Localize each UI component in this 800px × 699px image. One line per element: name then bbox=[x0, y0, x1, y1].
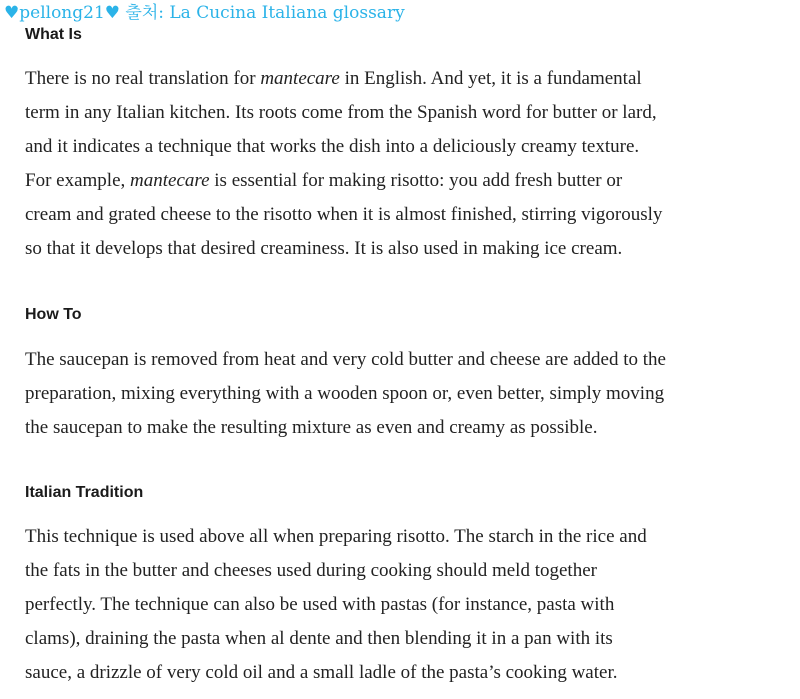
paragraph-line: the fats in the butter and cheeses used during cooking should meld together bbox=[25, 560, 597, 581]
watermark-author: pellong21 bbox=[19, 3, 105, 23]
heart-icon: ♥ bbox=[4, 3, 20, 23]
paragraph-line: cream and grated cheese to the risotto when it is almost finished, stirring vigorously bbox=[25, 204, 663, 225]
paragraph-what-is bbox=[25, 62, 785, 266]
section-heading-what-is: What Is bbox=[25, 26, 82, 43]
paragraph-line: sauce, a drizzle of very cold oil and a small ladle of the pasta’s cooking water. bbox=[25, 662, 618, 683]
paragraph-line: clams), draining the pasta when al dente and then blending it in a pan with its bbox=[25, 628, 613, 649]
paragraph-line: The saucepan is removed from heat and very cold butter and cheese are added to the bbox=[25, 349, 666, 370]
text-run: For example, bbox=[25, 170, 131, 191]
heart-icon: ♥ bbox=[104, 3, 121, 23]
paragraph-line: This technique is used above all when preparing risotto. The starch in the rice and bbox=[25, 526, 647, 547]
watermark-source: 출처: La Cucina Italiana glossary bbox=[120, 3, 405, 23]
paragraph-line: the saucepan to make the resulting mixture as even and creamy as possible. bbox=[25, 417, 598, 438]
text-run: in English. And yet, it is a fundamental bbox=[339, 68, 642, 89]
paragraph-line bbox=[25, 164, 785, 198]
paragraph-how-to bbox=[25, 343, 785, 445]
paragraph-italian-tradition bbox=[25, 520, 785, 690]
section-heading-how-to: How To bbox=[25, 306, 82, 323]
text-run: There is no real translation for bbox=[25, 68, 261, 89]
paragraph-line: so that it develops that desired creaminess. It is also used in making ice cream. bbox=[25, 238, 623, 259]
source-watermark bbox=[4, 3, 405, 23]
paragraph-line: and it indicates a technique that works the dish into a deliciously creamy texture. bbox=[25, 136, 640, 157]
term-mantecare: mantecare bbox=[260, 68, 340, 89]
section-heading-italian-tradition: Italian Tradition bbox=[25, 484, 144, 501]
term-mantecare: mantecare bbox=[130, 170, 210, 191]
paragraph-line: perfectly. The technique can also be used with pastas (for instance, pasta with bbox=[25, 594, 615, 615]
text-run: is essential for making risotto: you add fresh butter or bbox=[209, 170, 623, 191]
paragraph-line: term in any Italian kitchen. Its roots come from the Spanish word for butter or lard, bbox=[25, 102, 657, 123]
paragraph-line bbox=[25, 62, 785, 96]
paragraph-line: preparation, mixing everything with a wooden spoon or, even better, simply moving bbox=[25, 383, 665, 404]
